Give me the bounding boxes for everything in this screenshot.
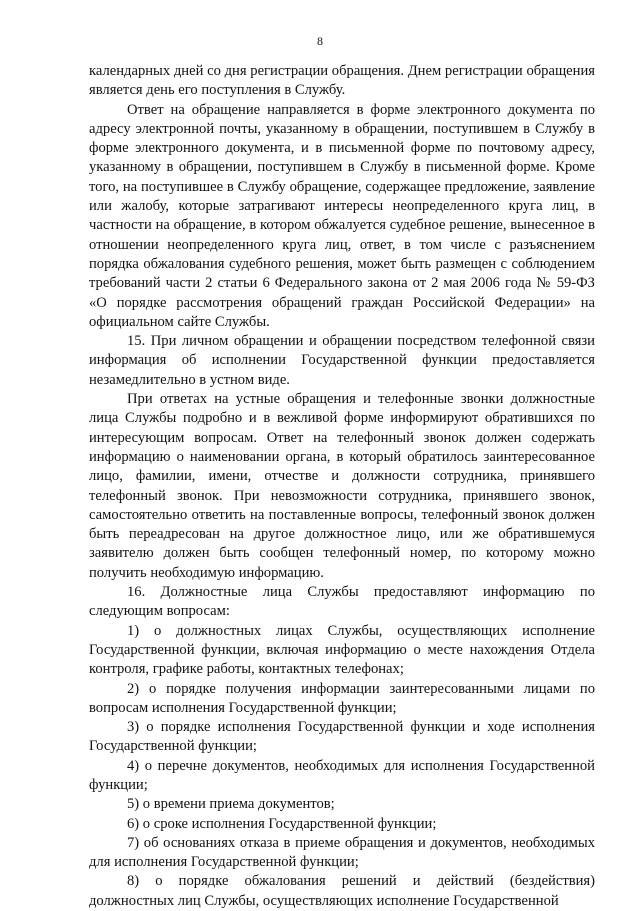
page-number: 8 xyxy=(317,34,323,48)
paragraph-15-personal-request: 15. При личном обращении и обращении посредством телефонной связи информация об исполнении Государственной функции предоставляется незамедлительно в устном виде. xyxy=(89,333,595,388)
document-body xyxy=(89,62,595,911)
list-item-6: 6) о сроке исполнения Государственной функции; xyxy=(127,815,437,832)
list-item-1: 1) о должностных лицах Службы, осуществляющих исполнение Государственной функции, включая информацию о месте нахождения Отдела контроля, графике работы, контактных телефонах; xyxy=(89,622,595,678)
list-item-5: 5) о времени приема документов; xyxy=(127,796,335,813)
paragraph-registration-continuation: календарных дней со дня регистрации обращения. Днем регистрации обращения является день его поступления в Службу. xyxy=(89,63,595,99)
list-item-3: 3) о порядке исполнения Государственной функции и ходе исполнения Государственной функции; xyxy=(89,719,595,755)
list-item-7: 7) об основаниях отказа в приеме обращения и документов, необходимых для исполнения Государственной функции; xyxy=(89,834,595,871)
list-item-2: 2) о порядке получения информации заинтересованными лицами по вопросам исполнения Государственной функции; xyxy=(89,680,595,716)
list-item-8: 8) о порядке обжалования решений и действий (бездействия) должностных лиц Службы, осуществляющих исполнение Государственной xyxy=(89,873,595,909)
paragraph-response-form: Ответ на обращение направляется в форме электронного документа по адресу электронной почты, указанному в обращении, поступившем в Службу в форме электронного документа, и в письменной форме по почтовому адресу, указанному в обращении, поступившем в Службу в письменной форме. Кроме того, на поступившее в Службу обращение, содержащее предложение, заявление или жалобу, которые затрагивают интересы неопределенного круга лиц, в частности на обращение, в котором обжалуется судебное решение, вынесенное в отношении неопределенного круга лиц, ответ, в том числе с разъяснением порядка обжалования судебного решения, может быть размещен с соблюдением требований части 2 статьи 6 Федерального закона от 2 мая 2006 года № 59-ФЗ «О порядке рассмотрения обращений граждан Российской Федерации» на официальном сайте Службы. xyxy=(89,101,595,330)
paragraph-16-info-topics: 16. Должностные лица Службы предоставляют информацию по следующим вопросам: xyxy=(89,584,595,620)
list-item-4: 4) о перечне документов, необходимых для исполнения Государственной функции; xyxy=(89,757,595,793)
paragraph-phone-answers: При ответах на устные обращения и телефонные звонки должностные лица Службы подробно и в вежливой форме информируют обратившихся по интересующим вопросам. Ответ на телефонный звонок должен содержать информацию о наименовании органа, в который обратилось заинтересованное лицо, фамилии, имени, отчестве и должности сотрудника, принявшего телефонный звонок. При невозможности сотрудника, принявшего звонок, самостоятельно ответить на поставленные вопросы, телефонный звонок должен быть переадресован на другое должностное лицо, или же обратившемуся заявителю должен быть сообщен телефонный номер, по которому можно получить необходимую информацию. xyxy=(89,391,595,581)
